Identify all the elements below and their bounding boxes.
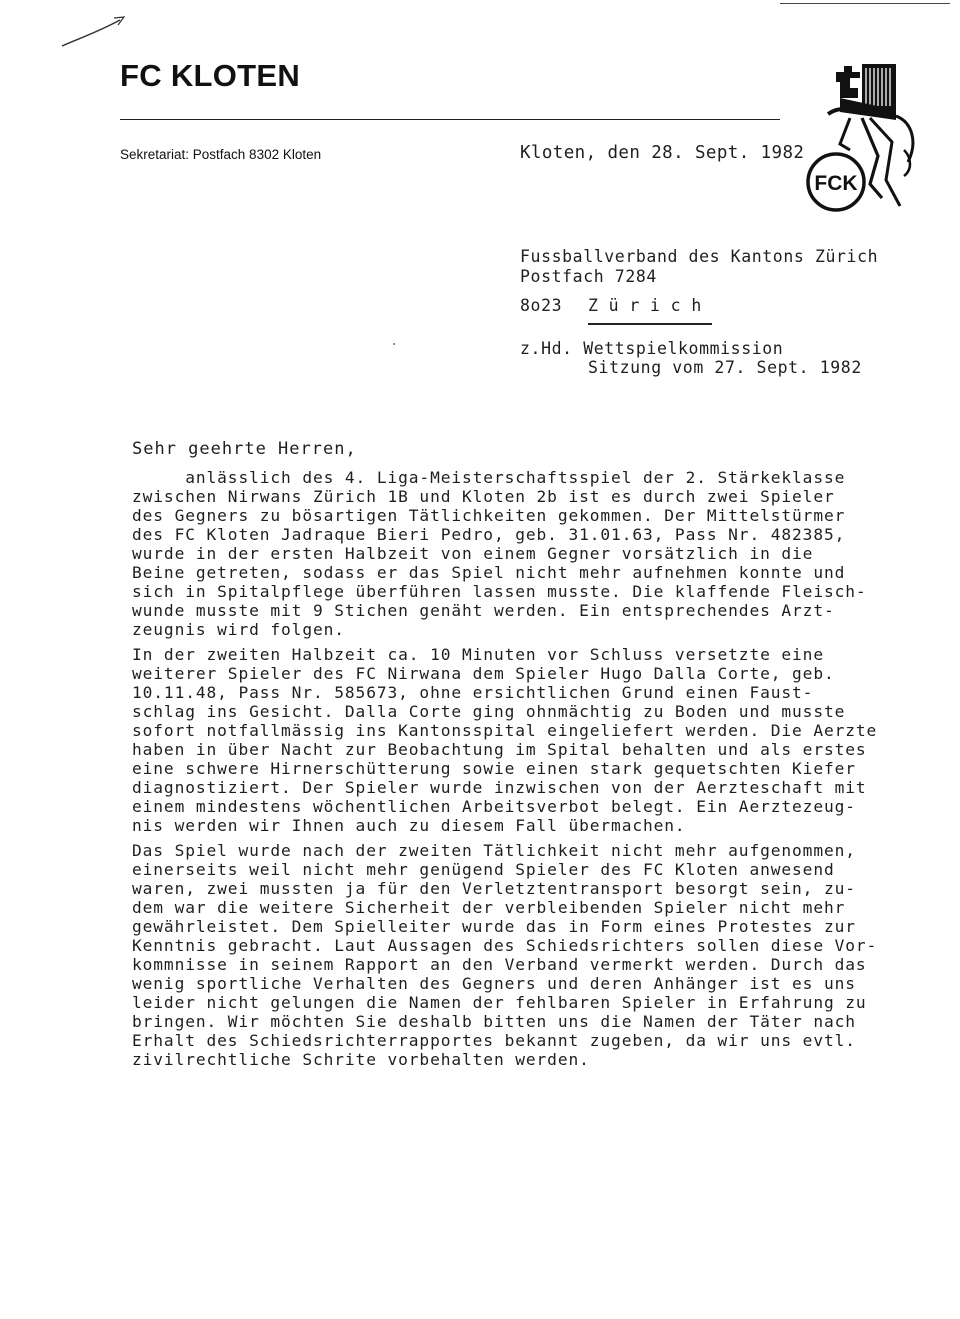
- body-line: diagnostiziert. Der Spieler wurde inzwischen von der Aerzteschaft mit: [132, 778, 867, 797]
- body-line: 10.11.48, Pass Nr. 585673, ohne ersichtlichen Grund einen Faust-: [132, 683, 814, 702]
- date-line: Kloten, den 28. Sept. 1982: [520, 143, 805, 163]
- secretariat-address: Sekretariat: Postfach 8302 Kloten: [120, 147, 322, 162]
- paragraph-2: [132, 645, 922, 835]
- body-line: schlag ins Gesicht. Dalla Corte ging ohnmächtig zu Boden und musste: [132, 702, 846, 721]
- top-edge-rule: [780, 3, 950, 4]
- body-line: anlässlich des 4. Liga-Meisterschaftsspiel der 2. Stärkeklasse: [132, 468, 846, 487]
- body-line: gewährleistet. Dem Spielleiter wurde das in Form eines Protestes zur: [132, 917, 856, 936]
- body-line: dem war die weitere Sicherheit der verbleibenden Spieler nicht mehr: [132, 898, 846, 917]
- body-line: zwischen Nirwans Zürich 1B und Kloten 2b ist es durch zwei Spieler: [132, 487, 835, 506]
- body-line: waren, zwei mussten ja für den Verletztentransport besorgt sein, zu-: [132, 879, 856, 898]
- body-line: nis werden wir Ihnen auch zu diesem Fall übermachen.: [132, 816, 686, 835]
- body-line: zeugnis wird folgen.: [132, 620, 345, 639]
- club-name: FC KLOTEN: [120, 58, 301, 93]
- recipient-postcode: 8o23: [520, 296, 563, 315]
- body-line: eine schwere Hirnerschütterung sowie einen stark gequetschten Kiefer: [132, 759, 856, 778]
- body-line: Das Spiel wurde nach der zweiten Tätlichkeit nicht mehr aufgenommen,: [132, 841, 856, 860]
- body-line: sich in Spitalpflege überführen lassen musste. Die klaffende Fleisch-: [132, 582, 867, 601]
- body-line: haben in über Nacht zur Beobachtung im Spital behalten und als erstes: [132, 740, 867, 759]
- salutation: Sehr geehrte Herren,: [132, 439, 357, 459]
- body-line: wunde musste mit 9 Stichen genäht werden. Ein entsprechendes Arzt-: [132, 601, 835, 620]
- body-line: einerseits weil nicht mehr genügend Spieler des FC Kloten anwesend: [132, 860, 835, 879]
- attention-line-2: Sitzung vom 27. Sept. 1982: [588, 358, 862, 377]
- recipient-line-2: Postfach 7284: [520, 267, 657, 286]
- paragraph-1: [132, 468, 922, 639]
- recipient-city: Z ü r i c h: [588, 296, 702, 315]
- paper-speck: [393, 343, 395, 345]
- body-line: wurde in der ersten Halbzeit von einem Gegner vorsätzlich in die: [132, 544, 814, 563]
- body-line: weiterer Spieler des FC Nirwana dem Spieler Hugo Dalla Corte, geb.: [132, 664, 835, 683]
- pen-mark-icon: [58, 12, 128, 52]
- body-line: einem mindestens wöchentlichen Arbeitsverbot belegt. Ein Aerztezeug-: [132, 797, 856, 816]
- paragraph-3: [132, 841, 922, 1069]
- body-line: In der zweiten Halbzeit ca. 10 Minuten vor Schluss versetzte eine: [132, 645, 824, 664]
- letter-body: [132, 440, 922, 1069]
- body-line: Erhalt des Schiedsrichterrapportes bekannt zugeben, da wir uns evtl.: [132, 1031, 856, 1050]
- body-line: sofort notfallmässig ins Kantonsspital eingeliefert werden. Die Aerzte: [132, 721, 878, 740]
- body-line: bringen. Wir möchten Sie deshalb bitten uns die Namen der Täter nach: [132, 1012, 856, 1031]
- letterhead-rule: [120, 119, 780, 120]
- body-line: Beine getreten, sodass er das Spiel nicht mehr aufnehmen konnte und: [132, 563, 846, 582]
- body-line: wenig sportliche Verhalten des Gegners und deren Anhänger ist es uns: [132, 974, 856, 993]
- body-line: zivilrechtliche Schrite vorbehalten werden.: [132, 1050, 590, 1069]
- body-line: des Gegners zu bösartigen Tätlichkeiten gekommen. Der Mittelstürmer: [132, 506, 846, 525]
- body-line: des FC Kloten Jadraque Bieri Pedro, geb. 31.01.63, Pass Nr. 482385,: [132, 525, 846, 544]
- logo-text: FCK: [814, 172, 858, 195]
- city-underline: [588, 323, 712, 325]
- body-line: kommnisse in seinem Rapport an den Verband vermerkt werden. Durch das: [132, 955, 867, 974]
- body-line: Kenntnis gebracht. Laut Aussagen des Schiedsrichters sollen diese Vor-: [132, 936, 878, 955]
- attention-line-1: z.Hd. Wettspielkommission: [520, 339, 784, 358]
- body-line: leider nicht gelungen die Namen der fehlbaren Spieler in Erfahrung zu: [132, 993, 867, 1012]
- recipient-line-1: Fussballverband des Kantons Zürich: [520, 247, 879, 266]
- fck-logo-icon: [800, 58, 928, 218]
